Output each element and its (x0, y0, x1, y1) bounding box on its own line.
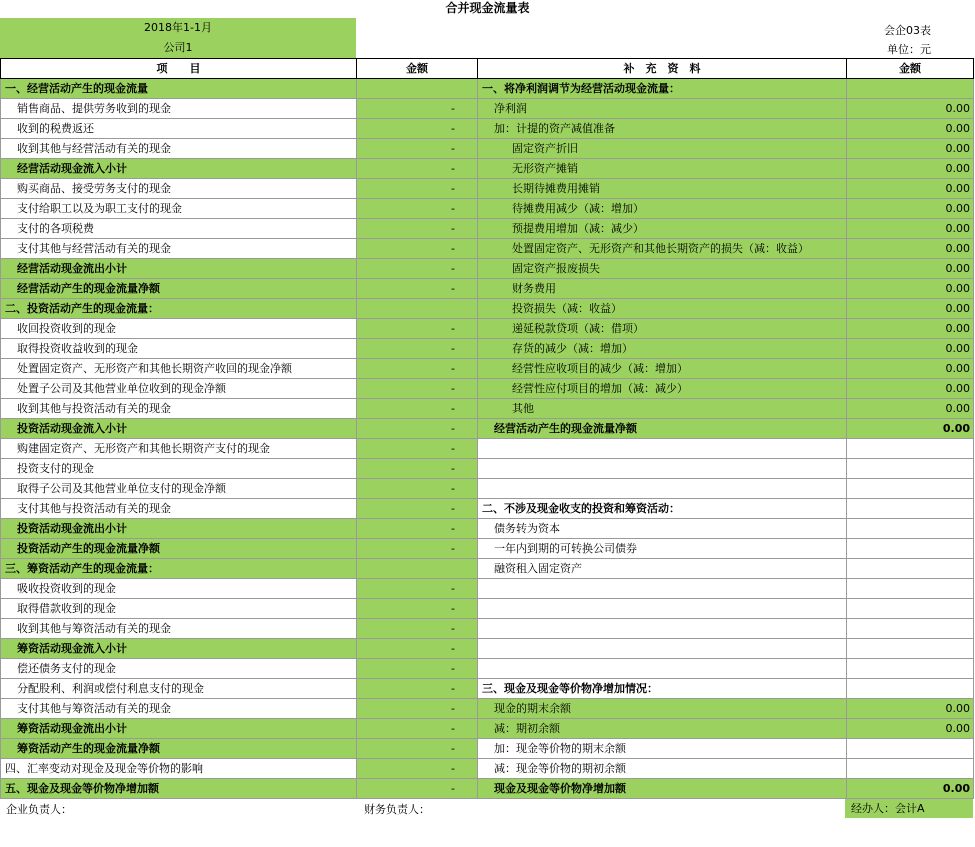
period-cell[interactable]: 2018年1-1月 (0, 18, 356, 38)
header-supplement: 补 充 资 料 (478, 59, 847, 79)
right-item-amount[interactable] (847, 539, 974, 559)
left-item-amount[interactable]: - (357, 419, 478, 439)
left-item-label[interactable]: 购建固定资产、无形资产和其他长期资产支付的现金 (1, 439, 357, 459)
right-item-label[interactable]: 二、不涉及现金收支的投资和筹资活动： (478, 499, 847, 519)
table-row (1, 99, 974, 119)
left-item-amount[interactable]: - (357, 399, 478, 419)
table-row (1, 199, 974, 219)
left-item-label[interactable]: 处置子公司及其他营业单位收到的现金净额 (1, 379, 357, 399)
left-item-amount[interactable]: - (357, 279, 478, 299)
right-item-label[interactable]: 三、现金及现金等价物净增加情况： (478, 679, 847, 699)
right-item-amount[interactable]: 0.00 (847, 139, 974, 159)
table-row (1, 279, 974, 299)
left-item-label[interactable]: 经营活动产生的现金流量净额 (1, 279, 357, 299)
right-item-label[interactable] (478, 459, 847, 479)
header-amount-2: 金额 (847, 59, 974, 79)
left-item-amount[interactable]: - (357, 639, 478, 659)
right-item-label[interactable]: 减：期初余额 (478, 719, 847, 739)
left-item-label[interactable]: 投资支付的现金 (1, 459, 357, 479)
right-item-amount[interactable]: 0.00 (847, 239, 974, 259)
left-item-amount[interactable]: - (357, 119, 478, 139)
left-item-amount[interactable] (357, 559, 478, 579)
right-item-amount[interactable]: 0.00 (847, 779, 974, 799)
left-item-amount[interactable]: - (357, 519, 478, 539)
table-row (1, 399, 974, 419)
left-item-label[interactable]: 经营活动现金流入小计 (1, 159, 357, 179)
left-item-amount[interactable]: - (357, 319, 478, 339)
table-row (1, 719, 974, 739)
left-item-label[interactable]: 取得借款收到的现金 (1, 599, 357, 619)
right-item-amount[interactable] (847, 559, 974, 579)
right-item-label[interactable] (478, 639, 847, 659)
right-item-amount[interactable]: 0.00 (847, 119, 974, 139)
right-item-label[interactable]: 现金的期末余额 (478, 699, 847, 719)
left-item-amount[interactable]: - (357, 759, 478, 779)
right-item-amount[interactable] (847, 739, 974, 759)
footer-manager: 企业负责人： (6, 803, 72, 816)
right-item-amount[interactable]: 0.00 (847, 419, 974, 439)
table-row (1, 519, 974, 539)
table-row (1, 679, 974, 699)
right-item-label[interactable]: 递延税款贷项（减：借项） (478, 319, 847, 339)
left-item-label[interactable]: 分配股利、利润或偿付利息支付的现金 (1, 679, 357, 699)
table-row (1, 659, 974, 679)
right-item-label[interactable]: 待摊费用减少（减：增加） (478, 199, 847, 219)
right-item-label[interactable] (478, 659, 847, 679)
right-item-label[interactable] (478, 439, 847, 459)
right-item-label[interactable]: 一、将净利润调节为经营活动现金流量： (478, 79, 847, 99)
left-item-amount[interactable]: - (357, 359, 478, 379)
header-amount: 金额 (357, 59, 478, 79)
left-item-label[interactable]: 支付的各项税费 (1, 219, 357, 239)
right-item-amount[interactable] (847, 659, 974, 679)
left-item-label[interactable]: 投资活动现金流入小计 (1, 419, 357, 439)
table-row (1, 299, 974, 319)
right-item-amount[interactable]: 0.00 (847, 179, 974, 199)
right-item-label[interactable]: 现金及现金等价物净增加额 (478, 779, 847, 799)
left-item-amount[interactable]: - (357, 339, 478, 359)
table-row (1, 159, 974, 179)
table-header-row (1, 59, 974, 79)
left-item-amount[interactable]: - (357, 779, 478, 799)
right-item-amount[interactable] (847, 479, 974, 499)
left-item-amount[interactable]: - (357, 139, 478, 159)
right-item-amount[interactable]: 0.00 (847, 699, 974, 719)
left-item-amount[interactable]: - (357, 439, 478, 459)
right-item-amount[interactable]: 0.00 (847, 319, 974, 339)
left-item-amount[interactable]: - (357, 459, 478, 479)
left-item-label[interactable]: 收到的税费返还 (1, 119, 357, 139)
right-item-amount[interactable]: 0.00 (847, 199, 974, 219)
left-item-label[interactable]: 处置固定资产、无形资产和其他长期资产收回的现金净额 (1, 359, 357, 379)
left-item-amount[interactable]: - (357, 239, 478, 259)
right-item-amount[interactable]: 0.00 (847, 159, 974, 179)
right-item-amount[interactable]: 0.00 (847, 279, 974, 299)
table-row (1, 439, 974, 459)
right-item-label[interactable]: 净利润 (478, 99, 847, 119)
left-item-label[interactable]: 偿还债务支付的现金 (1, 659, 357, 679)
right-item-label[interactable]: 经营性应收项目的减少（减：增加） (478, 359, 847, 379)
left-item-amount[interactable]: - (357, 579, 478, 599)
table-row (1, 219, 974, 239)
left-item-label[interactable]: 投资活动现金流出小计 (1, 519, 357, 539)
left-item-amount[interactable]: - (357, 499, 478, 519)
table-row (1, 319, 974, 339)
left-item-label[interactable]: 三、筹资活动产生的现金流量： (1, 559, 357, 579)
right-item-amount[interactable]: 0.00 (847, 219, 974, 239)
left-item-amount[interactable]: - (357, 679, 478, 699)
left-item-label[interactable]: 销售商品、提供劳务收到的现金 (1, 99, 357, 119)
left-item-label[interactable]: 收到其他与投资活动有关的现金 (1, 399, 357, 419)
left-item-amount[interactable]: - (357, 379, 478, 399)
table-row (1, 559, 974, 579)
table-row (1, 359, 974, 379)
left-item-label[interactable]: 收回投资收到的现金 (1, 319, 357, 339)
left-item-amount[interactable] (357, 79, 478, 99)
right-item-label[interactable]: 长期待摊费用摊销 (478, 179, 847, 199)
right-item-amount[interactable]: 0.00 (847, 359, 974, 379)
right-item-amount[interactable] (847, 79, 974, 99)
table-row (1, 79, 974, 99)
left-item-amount[interactable]: - (357, 479, 478, 499)
right-item-label[interactable]: 融资租入固定资产 (478, 559, 847, 579)
right-item-label[interactable]: 存货的减少（减：增加） (478, 339, 847, 359)
right-item-label[interactable]: 经营活动产生的现金流量净额 (478, 419, 847, 439)
left-item-label[interactable]: 购买商品、接受劳务支付的现金 (1, 179, 357, 199)
right-item-amount[interactable]: 0.00 (847, 719, 974, 739)
table-row (1, 759, 974, 779)
table-row (1, 179, 974, 199)
table-row (1, 139, 974, 159)
right-item-label[interactable] (478, 599, 847, 619)
left-item-amount[interactable]: - (357, 619, 478, 639)
left-item-label[interactable]: 吸收投资收到的现金 (1, 579, 357, 599)
right-item-label[interactable]: 减：现金等价物的期初余额 (478, 759, 847, 779)
table-row (1, 479, 974, 499)
left-item-label[interactable]: 支付其他与经营活动有关的现金 (1, 239, 357, 259)
table-row (1, 599, 974, 619)
right-item-label[interactable]: 固定资产折旧 (478, 139, 847, 159)
right-item-label[interactable]: 财务费用 (478, 279, 847, 299)
right-item-amount[interactable]: 0.00 (847, 399, 974, 419)
left-item-amount[interactable]: - (357, 599, 478, 619)
left-item-label[interactable]: 筹资活动产生的现金流量净额 (1, 739, 357, 759)
left-item-amount[interactable]: - (357, 219, 478, 239)
left-item-amount[interactable] (357, 299, 478, 319)
left-item-label[interactable]: 投资活动产生的现金流量净额 (1, 539, 357, 559)
right-item-label[interactable]: 经营性应付项目的增加（减：减少） (478, 379, 847, 399)
table-row (1, 419, 974, 439)
left-item-amount[interactable]: - (357, 99, 478, 119)
left-item-label[interactable]: 收到其他与筹资活动有关的现金 (1, 619, 357, 639)
unit-label: 单位：元 (887, 43, 931, 56)
right-item-label[interactable]: 加：现金等价物的期末余额 (478, 739, 847, 759)
table-row (1, 779, 974, 799)
left-item-label[interactable]: 支付给职工以及为职工支付的现金 (1, 199, 357, 219)
table-row (1, 339, 974, 359)
table-row (1, 459, 974, 479)
right-item-label[interactable]: 加：计提的资产减值准备 (478, 119, 847, 139)
left-item-label[interactable]: 四、汇率变动对现金及现金等价物的影响 (1, 759, 357, 779)
left-item-label[interactable]: 支付其他与投资活动有关的现金 (1, 499, 357, 519)
left-item-amount[interactable]: - (357, 699, 478, 719)
right-item-amount[interactable] (847, 579, 974, 599)
left-item-label[interactable]: 支付其他与筹资活动有关的现金 (1, 699, 357, 719)
right-item-amount[interactable]: 0.00 (847, 299, 974, 319)
right-item-amount[interactable]: 0.00 (847, 259, 974, 279)
right-item-amount[interactable] (847, 439, 974, 459)
form-code: 会企03表 (884, 24, 931, 37)
table-row (1, 699, 974, 719)
company-cell[interactable]: 公司1 (0, 38, 356, 58)
right-item-label[interactable] (478, 579, 847, 599)
left-item-amount[interactable]: - (357, 539, 478, 559)
footer-finance: 财务负责人： (364, 803, 430, 816)
table-row (1, 579, 974, 599)
left-item-amount[interactable]: - (357, 259, 478, 279)
left-item-label[interactable]: 筹资活动现金流入小计 (1, 639, 357, 659)
table-row (1, 499, 974, 519)
right-item-label[interactable]: 投资损失（减：收益） (478, 299, 847, 319)
left-item-amount[interactable]: - (357, 739, 478, 759)
right-item-amount[interactable]: 0.00 (847, 99, 974, 119)
cash-flow-table (0, 58, 974, 799)
right-item-amount[interactable]: 0.00 (847, 379, 974, 399)
right-item-amount[interactable] (847, 459, 974, 479)
right-item-amount[interactable] (847, 639, 974, 659)
left-item-label[interactable]: 筹资活动现金流出小计 (1, 719, 357, 739)
table-row (1, 539, 974, 559)
right-item-amount[interactable] (847, 759, 974, 779)
right-item-amount[interactable] (847, 599, 974, 619)
right-item-label[interactable] (478, 479, 847, 499)
table-row (1, 119, 974, 139)
left-item-amount[interactable]: - (357, 199, 478, 219)
table-row (1, 379, 974, 399)
right-item-label[interactable]: 一年内到期的可转换公司债券 (478, 539, 847, 559)
left-item-amount[interactable]: - (357, 719, 478, 739)
right-item-label[interactable]: 债务转为资本 (478, 519, 847, 539)
left-item-label[interactable]: 取得子公司及其他营业单位支付的现金净额 (1, 479, 357, 499)
right-item-amount[interactable]: 0.00 (847, 339, 974, 359)
right-item-label[interactable]: 固定资产报废损失 (478, 259, 847, 279)
left-item-amount[interactable]: - (357, 179, 478, 199)
left-item-label[interactable]: 二、投资活动产生的现金流量： (1, 299, 357, 319)
left-item-label[interactable]: 五、现金及现金等价物净增加额 (1, 779, 357, 799)
table-row (1, 639, 974, 659)
table-row (1, 619, 974, 639)
footer-handler[interactable]: 经办人：会计A (845, 799, 973, 818)
left-item-amount[interactable]: - (357, 659, 478, 679)
right-item-label[interactable]: 其他 (478, 399, 847, 419)
left-item-amount[interactable]: - (357, 159, 478, 179)
right-item-amount[interactable] (847, 679, 974, 699)
table-row (1, 739, 974, 759)
right-item-amount[interactable] (847, 499, 974, 519)
right-item-amount[interactable] (847, 619, 974, 639)
right-item-label[interactable] (478, 619, 847, 639)
table-row (1, 239, 974, 259)
left-item-label[interactable]: 收到其他与经营活动有关的现金 (1, 139, 357, 159)
header-item: 项 目 (1, 59, 357, 79)
report-title: 合并现金流量表 (445, 1, 530, 15)
right-item-label[interactable]: 预提费用增加（减：减少） (478, 219, 847, 239)
left-item-label[interactable]: 取得投资收益收到的现金 (1, 339, 357, 359)
left-item-label[interactable]: 经营活动现金流出小计 (1, 259, 357, 279)
table-row (1, 259, 974, 279)
left-item-label[interactable]: 一、经营活动产生的现金流量 (1, 79, 357, 99)
right-item-label[interactable]: 处置固定资产、无形资产和其他长期资产的损失（减：收益） (478, 239, 847, 259)
right-item-amount[interactable] (847, 519, 974, 539)
right-item-label[interactable]: 无形资产摊销 (478, 159, 847, 179)
